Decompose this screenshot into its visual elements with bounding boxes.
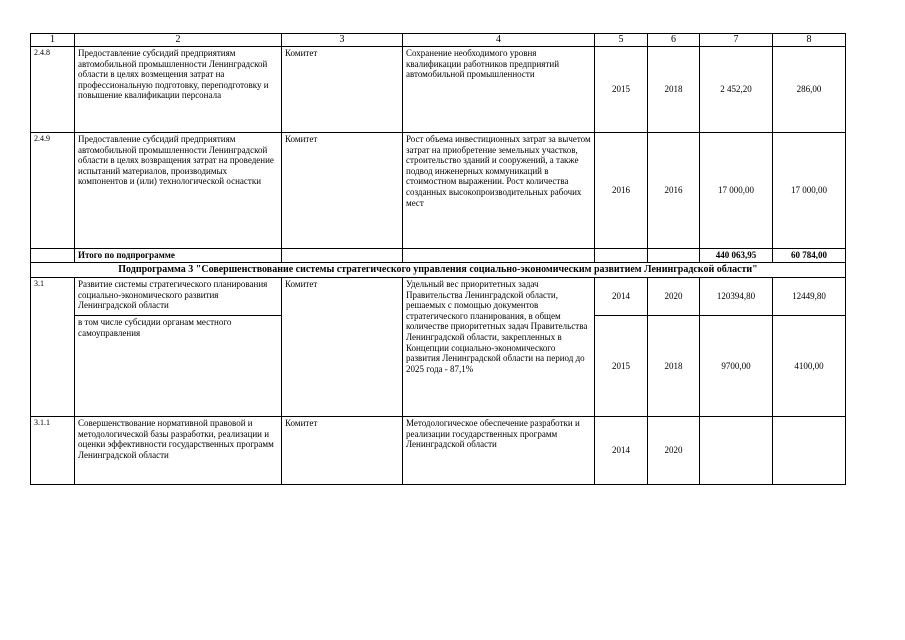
start-year: 2016 <box>595 133 648 249</box>
measure-name-sub: в том числе субсидии органам местного самоуправления <box>75 316 282 417</box>
empty-cell <box>282 249 403 263</box>
start-year: 2014 <box>595 278 648 316</box>
table-row <box>31 278 846 316</box>
measure-name: Развитие системы стратегического планирования социально-экономического развития Ленинградской области <box>75 278 282 316</box>
measure-name: Совершенствование нормативной правовой и методологической базы разработки, реализации и оценки эффективности государственных программ Ленинградской области <box>75 417 282 485</box>
row-number: 2.4.9 <box>31 133 75 249</box>
header-cell: 6 <box>648 34 700 47</box>
total-amount: 17 000,00 <box>700 133 773 249</box>
subtotal-budget: 60 784,00 <box>773 249 846 263</box>
executor: Комитет <box>282 417 403 485</box>
expected-result: Удельный вес приоритетных задач Правительства Ленинградской области, решаемых с помощью документов стратегического планирования, в общем количестве приоритетных задач Правительства Ленинградской области, закрепленных в Концепции социально-экономического развития Ленинградской области на период до 2025 года - 87,1% <box>403 278 595 417</box>
row-number: 2.4.8 <box>31 47 75 133</box>
start-year: 2015 <box>595 47 648 133</box>
budget-amount: 4100,00 <box>773 316 846 417</box>
end-year: 2020 <box>648 417 700 485</box>
program-table <box>30 33 846 485</box>
expected-result: Рост объема инвестиционных затрат за вычетом затрат на приобретение земельных участков, строительство зданий и сооружений, а также подвод инженерных коммуникаций в стоимостном выражении. Рост количества созданных высокопроизводительных рабочих мест <box>403 133 595 249</box>
subtotal-label: Итого по подпрограмме <box>75 249 282 263</box>
subprogram-title: Подпрограмма 3 "Совершенствование системы стратегического управления социально-экономическим развитием Ленинградской области" <box>31 263 846 278</box>
start-year: 2014 <box>595 417 648 485</box>
header-cell: 8 <box>773 34 846 47</box>
measure-name: Предоставление субсидий предприятиям автомобильной промышленности Ленинградской области в целях возвращения затрат на проведение испытаний материалов, производимых компонентов и (или) технологической оснастки <box>75 133 282 249</box>
executor: Комитет <box>282 133 403 249</box>
header-cell: 2 <box>75 34 282 47</box>
header-cell: 1 <box>31 34 75 47</box>
total-amount: 120394,80 <box>700 278 773 316</box>
table-row <box>31 417 846 485</box>
document-page <box>30 33 846 485</box>
end-year: 2020 <box>648 278 700 316</box>
table-row <box>31 47 846 133</box>
subprogram-row <box>31 263 846 278</box>
executor: Комитет <box>282 47 403 133</box>
row-number: 3.1 <box>31 278 75 417</box>
executor: Комитет <box>282 278 403 417</box>
header-cell: 3 <box>282 34 403 47</box>
table-header-row <box>31 34 846 47</box>
subtotal-row <box>31 249 846 263</box>
table-row <box>31 133 846 249</box>
budget-amount: 12449,80 <box>773 278 846 316</box>
end-year: 2018 <box>648 47 700 133</box>
total-amount <box>700 417 773 485</box>
start-year: 2015 <box>595 316 648 417</box>
total-amount: 2 452,20 <box>700 47 773 133</box>
measure-name: Предоставление субсидий предприятиям автомобильной промышленности Ленинградской области в целях возмещения затрат на профессиональную подготовку, переподготовку и повышение квалификации персонала <box>75 47 282 133</box>
header-cell: 7 <box>700 34 773 47</box>
empty-cell <box>31 249 75 263</box>
expected-result: Методологическое обеспечение разработки и реализации государственных программ Ленинградской области <box>403 417 595 485</box>
row-number: 3.1.1 <box>31 417 75 485</box>
subtotal-total: 440 063,95 <box>700 249 773 263</box>
end-year: 2016 <box>648 133 700 249</box>
total-amount: 9700,00 <box>700 316 773 417</box>
empty-cell <box>595 249 648 263</box>
empty-cell <box>403 249 595 263</box>
budget-amount: 286,00 <box>773 47 846 133</box>
expected-result: Сохранение необходимого уровня квалификации работников предприятий автомобильной промышленности <box>403 47 595 133</box>
budget-amount: 17 000,00 <box>773 133 846 249</box>
empty-cell <box>648 249 700 263</box>
header-cell: 4 <box>403 34 595 47</box>
end-year: 2018 <box>648 316 700 417</box>
header-cell: 5 <box>595 34 648 47</box>
budget-amount <box>773 417 846 485</box>
